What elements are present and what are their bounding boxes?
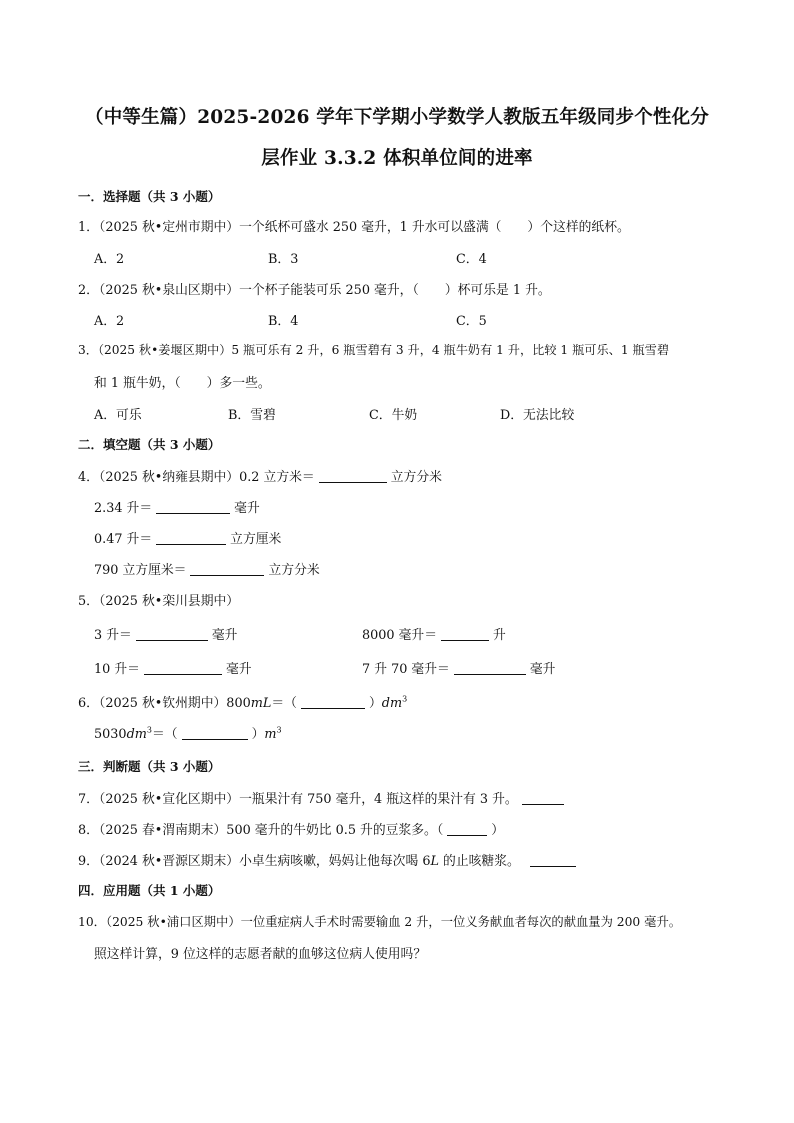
answer-blank[interactable]: [447, 822, 487, 836]
question-6-row-1: [78, 692, 407, 711]
question-5-a: [94, 624, 237, 643]
question-4-row-1: [94, 497, 260, 516]
question-5-head: 5．（2025 秋•栾川县期中）: [78, 594, 240, 609]
question-5-b-unit: 升: [493, 628, 506, 643]
question-6-row-2: [94, 723, 282, 742]
question-1: [78, 216, 630, 235]
question-5-a-text: 3 升＝: [94, 628, 132, 643]
question-6-dm-unit: dm: [381, 696, 403, 711]
question-6-row-2-exponent: 3: [146, 725, 152, 735]
question-4-row-1-text: 2.34 升＝: [94, 501, 153, 516]
question-8-text-a: 8．（2025 春•渭南期末）500 毫升的牛奶比 0.5 升的豆浆多。（: [78, 823, 444, 838]
question-3-option-d: D．无法比较: [500, 408, 575, 423]
answer-blank[interactable]: [319, 469, 387, 483]
question-8: [78, 819, 504, 838]
question-6-eq: ＝（: [271, 696, 297, 711]
answer-blank[interactable]: [156, 531, 226, 545]
question-5-c: [94, 658, 252, 677]
section-judge-heading: 三．判断题（共 3 小题）: [78, 759, 221, 774]
question-10-line2: 照这样计算，9 位这样的志愿者献的血够这位病人使用吗？: [94, 947, 427, 962]
question-5-b-text: 8000 毫升＝: [362, 628, 438, 643]
question-4-head-text: 4．（2025 秋•纳雍县期中）0.2 立方米＝: [78, 470, 315, 485]
question-2-text-a: 2．（2025 秋•泉山区期中）一个杯子能装可乐 250 毫升，（: [78, 283, 419, 298]
answer-blank[interactable]: [190, 562, 264, 576]
question-3-line2-b: ）多一些。: [206, 376, 271, 391]
question-5-d-text: 7 升 70 毫升＝: [362, 662, 450, 677]
question-4-head-unit: 立方分米: [390, 470, 442, 485]
answer-blank[interactable]: [454, 661, 526, 675]
question-7-text: 7．（2025 秋•宣化区期中）一瓶果汁有 750 毫升，4 瓶这样的果汁有 3 升。: [78, 792, 518, 807]
question-4-head: [78, 466, 442, 485]
question-3-option-c: C．牛奶: [369, 408, 418, 423]
question-9: [78, 850, 580, 869]
question-6-head-text: 6．（2025 秋•钦州期中）800: [78, 696, 251, 711]
question-9-text-a: 9．（2024 秋•晋源区期末）小卓生病咳嗽，妈妈让他每次喝 6: [78, 854, 431, 869]
question-9-text-b: 的止咳糖浆。: [438, 854, 520, 869]
question-10-line1: 10．（2025 秋•浦口区期中）一位重症病人手术时需要输血 2 升，一位义务献血者每次的献血量为 200 毫升。: [78, 915, 682, 929]
question-7: [78, 788, 568, 807]
question-8-text-b: ）: [491, 823, 505, 838]
question-6-ml-unit: mL: [250, 696, 272, 711]
question-4-row-3-unit: 立方分米: [268, 563, 320, 578]
answer-blank[interactable]: [136, 627, 208, 641]
question-4-row-1-unit: 毫升: [234, 501, 260, 516]
document-title-line1: （中等生篇）2025-2026 学年下学期小学数学人教版五年级同步个性化分: [85, 107, 709, 128]
question-2-text-b: ）杯可乐是 1 升。: [444, 283, 551, 298]
answer-blank[interactable]: [182, 726, 248, 740]
answer-blank[interactable]: [530, 853, 576, 867]
question-9-l-unit: L: [430, 854, 439, 869]
question-1-option-c: C．4: [456, 252, 487, 267]
document-title-line2: 层作业 3.3.2 体积单位间的进率: [261, 148, 533, 169]
question-6-m-unit: m: [264, 727, 277, 742]
answer-blank[interactable]: [144, 661, 222, 675]
section-application-heading: 四．应用题（共 1 小题）: [78, 883, 221, 898]
question-5-a-unit: 毫升: [211, 628, 238, 643]
question-2-option-c: C．5: [456, 314, 487, 329]
question-1-text-b: ）个这样的纸杯。: [527, 220, 630, 235]
question-6-row-2-eq: ＝（: [152, 727, 178, 742]
question-6-row-2-number: 5030: [94, 727, 127, 742]
question-6-row-2-dm-unit: dm: [126, 727, 147, 742]
question-5-b: [362, 624, 506, 643]
question-4-row-3-text: 790 立方厘米＝: [94, 563, 187, 578]
section-fill-heading: 二．填空题（共 3 小题）: [78, 437, 221, 452]
question-3-option-a: A．可乐: [94, 408, 142, 423]
question-2-option-a: A．2: [94, 314, 125, 329]
question-1-option-a: A．2: [94, 252, 125, 267]
question-6-row-2-m-exponent: 3: [276, 725, 282, 735]
question-5-d-unit: 毫升: [529, 662, 556, 677]
answer-blank[interactable]: [441, 627, 489, 641]
question-1-text-a: 1．（2025 秋•定州市期中）一个纸杯可盛水 250 毫升，1 升水可以盛满（: [78, 220, 502, 235]
section-choice-heading: 一．选择题（共 3 小题）: [78, 189, 221, 204]
question-5-c-unit: 毫升: [225, 662, 252, 677]
question-4-row-2-text: 0.47 升＝: [94, 532, 153, 547]
question-4-row-3: [94, 559, 320, 578]
answer-blank[interactable]: [156, 500, 230, 514]
question-3-option-b: B．雪碧: [228, 408, 276, 423]
question-4-row-2-unit: 立方厘米: [230, 532, 282, 547]
question-3-line2: [94, 372, 271, 391]
question-3-line1: 3．（2025 秋•姜堰区期中）5 瓶可乐有 2 升，6 瓶雪碧有 3 升，4 瓶牛奶有 1 升，比较 1 瓶可乐、1 瓶雪碧: [78, 343, 670, 357]
question-6-close: ）: [368, 696, 382, 711]
question-2: [78, 279, 551, 298]
question-1-option-b: B．3: [268, 252, 299, 267]
question-6-row-2-close: ）: [251, 727, 265, 742]
question-4-row-2: [94, 528, 281, 547]
question-5-c-text: 10 升＝: [94, 662, 140, 677]
answer-blank[interactable]: [301, 695, 365, 709]
question-3-line2-a: 和 1 瓶牛奶，（: [94, 376, 181, 391]
answer-blank[interactable]: [522, 791, 564, 805]
question-5-d: [362, 658, 555, 677]
question-6-exponent: 3: [402, 694, 408, 704]
question-2-option-b: B．4: [268, 314, 299, 329]
